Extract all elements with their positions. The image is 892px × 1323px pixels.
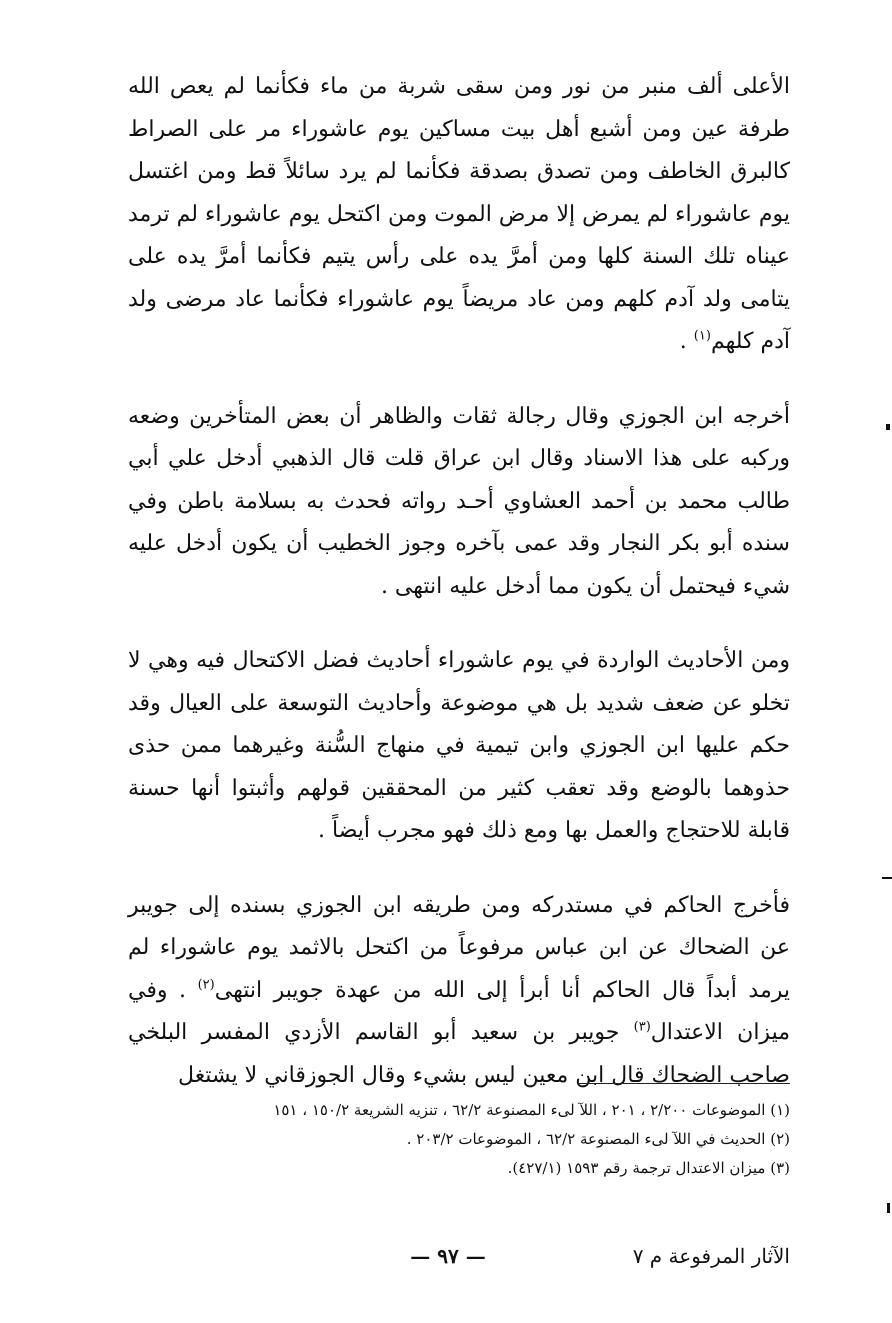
text-run: أخرجه ابن الجوزي وقال رجالة ثقات والظاهر أن بعض المتأخرين وضعه وركبه على هذا الاسناد وقال ابن عراق قلت قال الذهبي أدخل علي أبي طالب محمد بن أحمد العشاوي أحـد رواته فحدث به بسلامة باطن وفي سنده أبو بكر النجار وقد عمى بآخره وجوز الخطيب أن يكون أدخل عليه شيء فيحتمل أن يكون مما أدخل عليه انتهى . xyxy=(128,403,790,599)
paragraph xyxy=(128,66,790,364)
page-footer xyxy=(128,1238,790,1274)
footnote-marker: (٣) xyxy=(633,1019,651,1035)
scan-mark xyxy=(882,877,892,879)
footnote-2: (٢) الحديث في اللآ لىء المصنوعة ٦٢/٢ ، الموضوعات ٢٠٣/٢ . xyxy=(406,1130,790,1148)
paragraph xyxy=(128,885,790,1098)
book-signature: الآثار المرفوعة م ٧ xyxy=(632,1244,790,1268)
main-text xyxy=(128,66,790,1097)
page-number: — ٩٧ — xyxy=(410,1244,486,1268)
paragraph xyxy=(128,640,790,853)
text-run: ومن الأحاديث الواردة في يوم عاشوراء أحاديث فضل الاكتحال فيه وهي لا تخلو عن ضعف شديد بل هي موضوعة وأحاديث التوسعة على العيال وقد حكم عليها ابن الجوزي وابن تيمية في منهاج السُّنة وغيرهما ممن حذى حذوهما بالوضع وقد تعقب كثير من المحققين قولهم وأثبتوا أنها حسنة قابلة للاحتجاج والعمل بها ومع ذلك فهو مجرب أيضاً . xyxy=(128,648,791,843)
text-run: فأخرج الحاكم في مستدركه ومن طريقه ابن الجوزي بسنده إلى جويبر عن الضحاك عن ابن عباس مرفوعاً من اكتحل بالاثمد يوم عاشوراء لم يرمد أبداً قال الحاكم أنا أبرأ إلى الله من عهدة جويبر انتهى xyxy=(128,892,790,1003)
footnote-3: (٣) ميزان الاعتدال ترجمة رقم ١٥٩٣ (٤٢٧/١). xyxy=(507,1159,790,1177)
text-run: جويبر بن سعيد أبو القاسم الأزدي المفسر البلخي صاحب الضحاك قال ابن معين ليس بشيء وقال الجوزقاني لا يشتغل xyxy=(128,1020,790,1088)
text-run: . xyxy=(679,329,694,354)
text-run: . وفي ميزان الاعتدال xyxy=(128,977,790,1045)
footnote-marker: (١) xyxy=(693,328,711,344)
paragraph xyxy=(128,396,790,609)
footnote-separator xyxy=(578,1083,790,1084)
text-run: الأعلى ألف منبر من نور ومن سقى شربة من ماء فكأنما لم يعص الله طرفة عين ومن أشبع أهل بيت مساكين يوم عاشوراء مر على الصراط كالبرق الخاطف ومن تصدق بصدقة فكأنما لم يرد سائلاً قط ومن اغتسل يوم عاشوراء لم يمرض إلا مرض الموت ومن اكتحل يوم عاشوراء لم ترمد عيناه تلك السنة كلها ومن أمرَّ يده على رأس يتيم فكأنما أمرَّ يده على يتامى ولد آدم كلهم ومن عاد مريضاً يوم عاشوراء فكأنما عاد مرضى ولد آدم كلهم xyxy=(128,74,790,354)
scan-mark xyxy=(886,424,890,430)
footnote-marker: (٢) xyxy=(197,977,215,993)
footnotes xyxy=(128,1096,790,1183)
footnote-1: (١) الموضوعات ٢/٢٠٠ ، ٢٠١ ، اللآ لىء المصنوعة ٦٢/٢ ، تنزيه الشريعة ١٥٠/٢ ، ١٥١ xyxy=(273,1101,790,1119)
scan-mark xyxy=(887,1203,890,1213)
